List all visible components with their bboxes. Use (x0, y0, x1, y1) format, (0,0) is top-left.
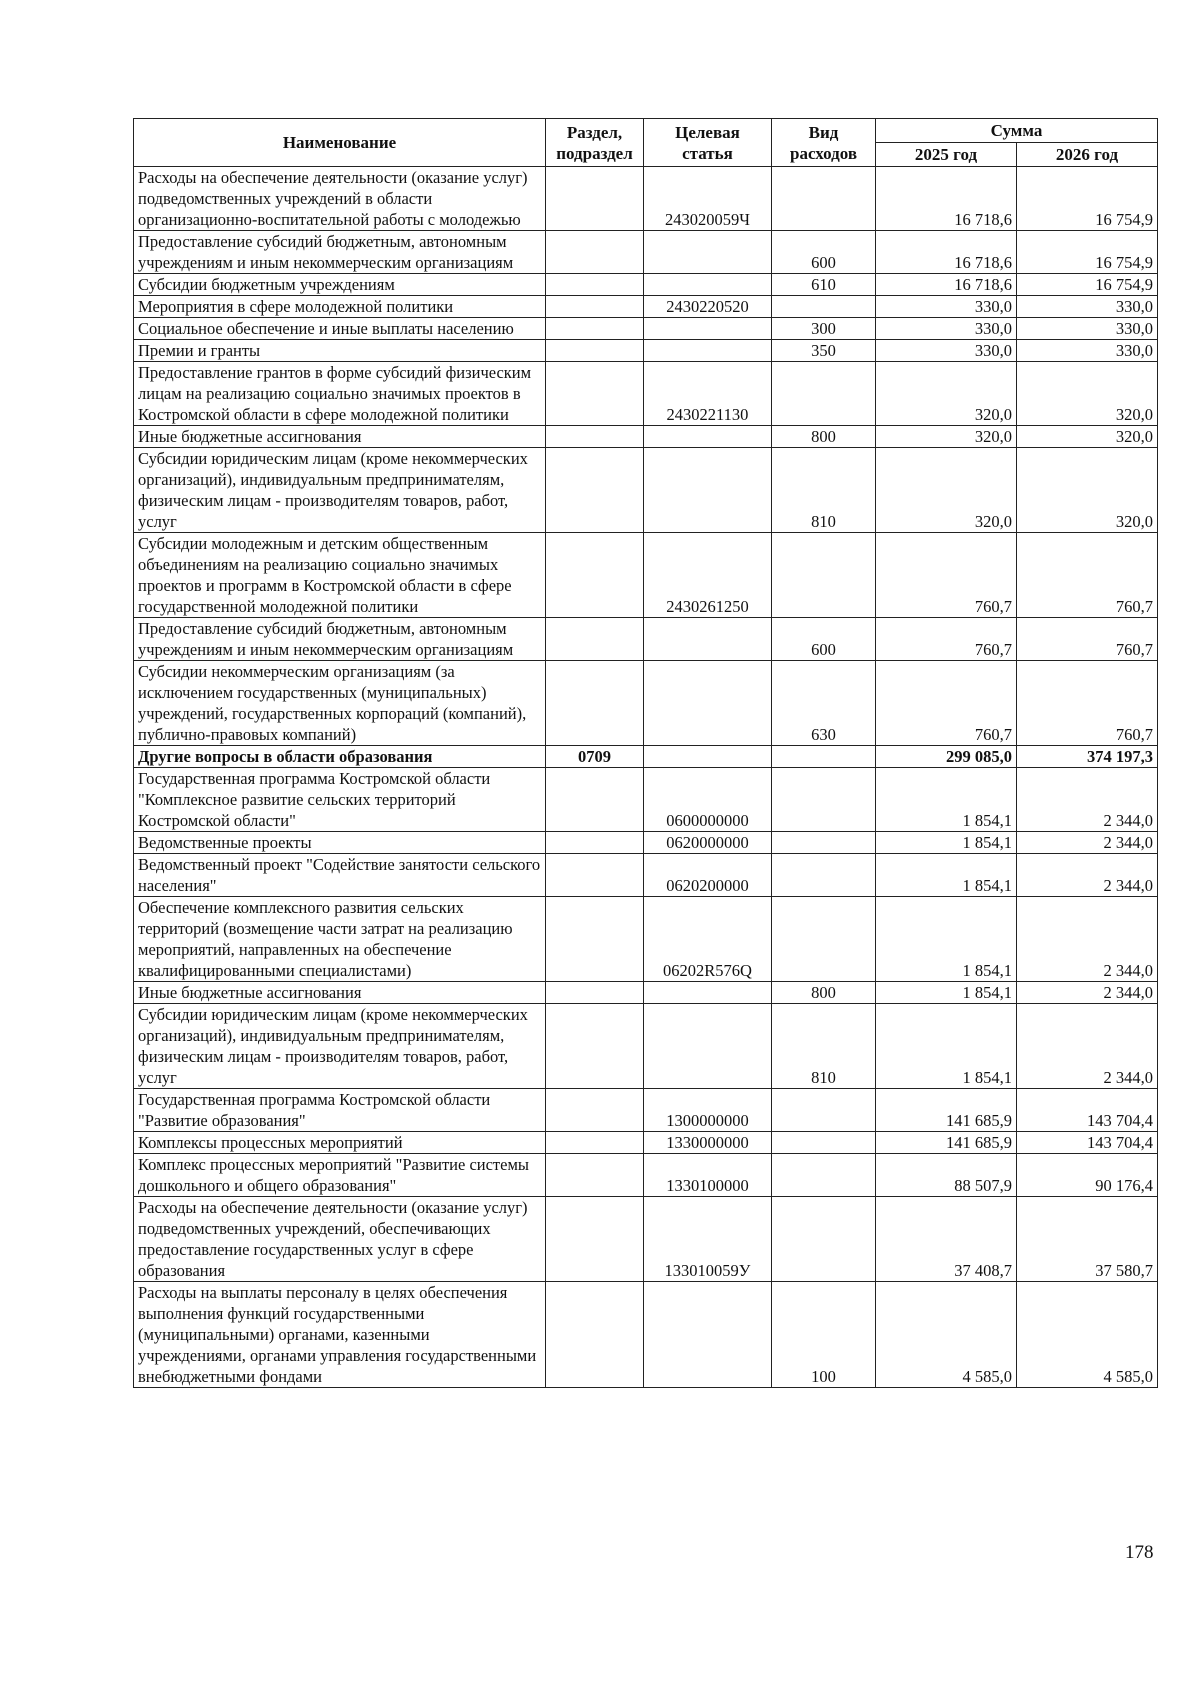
cell-2026: 320,0 (1017, 448, 1158, 533)
cell-name: Социальное обеспечение и иные выплаты населению (134, 318, 546, 340)
cell-target (644, 274, 772, 296)
cell-target: 1300000000 (644, 1089, 772, 1132)
table-row (134, 167, 1158, 231)
cell-2025: 141 685,9 (876, 1132, 1017, 1154)
cell-name: Ведомственный проект "Содействие занятости сельского населения" (134, 854, 546, 897)
cell-target (644, 340, 772, 362)
table-row (134, 1004, 1158, 1089)
cell-name: Предоставление субсидий бюджетным, автономным учреждениям и иным некоммерческим организациям (134, 618, 546, 661)
cell-target (644, 1282, 772, 1388)
cell-2025: 16 718,6 (876, 167, 1017, 231)
cell-2025: 299 085,0 (876, 746, 1017, 768)
cell-2026: 760,7 (1017, 661, 1158, 746)
cell-kind (772, 1197, 876, 1282)
cell-name: Другие вопросы в области образования (134, 746, 546, 768)
cell-kind (772, 854, 876, 897)
cell-target: 06202R576Q (644, 897, 772, 982)
cell-section (546, 618, 644, 661)
cell-name: Субсидии некоммерческим организациям (за исключением государственных (муниципальных) учреждений, государственных корпораций (компаний), публично-правовых компаний) (134, 661, 546, 746)
cell-kind: 600 (772, 231, 876, 274)
cell-2025: 16 718,6 (876, 274, 1017, 296)
cell-2025: 320,0 (876, 448, 1017, 533)
cell-2026: 320,0 (1017, 426, 1158, 448)
cell-kind: 800 (772, 982, 876, 1004)
table-row (134, 274, 1158, 296)
cell-name: Предоставление грантов в форме субсидий физическим лицам на реализацию социально значимых проектов в Костромской области в сфере молодежной политики (134, 362, 546, 426)
cell-kind: 810 (772, 1004, 876, 1089)
cell-kind (772, 533, 876, 618)
page-number: 178 (1125, 1542, 1154, 1563)
cell-2025: 37 408,7 (876, 1197, 1017, 1282)
cell-2026: 143 704,4 (1017, 1089, 1158, 1132)
header-year-2026: 2026 год (1017, 143, 1158, 167)
cell-2026: 4 585,0 (1017, 1282, 1158, 1388)
table-row (134, 340, 1158, 362)
cell-kind (772, 832, 876, 854)
table-row (134, 854, 1158, 897)
cell-target (644, 231, 772, 274)
cell-name: Расходы на выплаты персоналу в целях обеспечения выполнения функций государственными (муниципальными) органами, казенными учреждениями, органами управления государственными внебюджетными фондами (134, 1282, 546, 1388)
cell-target: 2430220520 (644, 296, 772, 318)
table-row (134, 448, 1158, 533)
cell-section (546, 1154, 644, 1197)
cell-section (546, 340, 644, 362)
table-row (134, 1132, 1158, 1154)
cell-kind (772, 768, 876, 832)
cell-section (546, 832, 644, 854)
cell-2025: 1 854,1 (876, 854, 1017, 897)
cell-2026: 143 704,4 (1017, 1132, 1158, 1154)
budget-table (133, 118, 1158, 1388)
cell-2025: 1 854,1 (876, 897, 1017, 982)
cell-target (644, 448, 772, 533)
cell-kind: 810 (772, 448, 876, 533)
cell-kind (772, 1154, 876, 1197)
table-row (134, 318, 1158, 340)
cell-target: 0600000000 (644, 768, 772, 832)
table-row (134, 832, 1158, 854)
budget-table-wrap (133, 118, 1157, 1388)
cell-2026: 760,7 (1017, 618, 1158, 661)
cell-section (546, 1004, 644, 1089)
cell-target: 1330000000 (644, 1132, 772, 1154)
cell-section (546, 1089, 644, 1132)
cell-section (546, 854, 644, 897)
cell-name: Государственная программа Костромской области "Развитие образования" (134, 1089, 546, 1132)
header-sum: Сумма (876, 119, 1158, 143)
header-year-2025: 2025 год (876, 143, 1017, 167)
cell-section (546, 1282, 644, 1388)
table-row (134, 296, 1158, 318)
cell-2025: 760,7 (876, 533, 1017, 618)
cell-target (644, 661, 772, 746)
cell-2025: 330,0 (876, 318, 1017, 340)
cell-2026: 2 344,0 (1017, 897, 1158, 982)
cell-target: 1330100000 (644, 1154, 772, 1197)
cell-target (644, 426, 772, 448)
cell-2026: 374 197,3 (1017, 746, 1158, 768)
table-row (134, 1154, 1158, 1197)
cell-section (546, 274, 644, 296)
cell-2025: 330,0 (876, 340, 1017, 362)
cell-section (546, 661, 644, 746)
cell-2026: 330,0 (1017, 340, 1158, 362)
cell-section (546, 1132, 644, 1154)
cell-name: Субсидии юридическим лицам (кроме некоммерческих организаций), индивидуальным предпринимателям, физическим лицам - производителям товаров, работ, услуг (134, 448, 546, 533)
cell-2025: 141 685,9 (876, 1089, 1017, 1132)
header-target: Целевая статья (644, 119, 772, 167)
cell-target: 0620000000 (644, 832, 772, 854)
cell-target (644, 618, 772, 661)
cell-kind (772, 167, 876, 231)
cell-name: Субсидии юридическим лицам (кроме некоммерческих организаций), индивидуальным предпринимателям, физическим лицам - производителям товаров, работ, услуг (134, 1004, 546, 1089)
cell-kind: 630 (772, 661, 876, 746)
cell-2025: 1 854,1 (876, 982, 1017, 1004)
cell-name: Субсидии молодежным и детским общественным объединениям на реализацию социально значимых проектов и программ в Костромской области в сфере государственной молодежной политики (134, 533, 546, 618)
cell-target: 243020059Ч (644, 167, 772, 231)
cell-2025: 330,0 (876, 296, 1017, 318)
cell-section (546, 1197, 644, 1282)
header-row (134, 119, 1158, 143)
header-name: Наименование (134, 119, 546, 167)
cell-section (546, 897, 644, 982)
cell-2026: 760,7 (1017, 533, 1158, 618)
cell-target (644, 318, 772, 340)
table-body (134, 167, 1158, 1388)
table-row (134, 231, 1158, 274)
cell-name: Государственная программа Костромской области "Комплексное развитие сельских территорий Костромской области" (134, 768, 546, 832)
cell-2026: 2 344,0 (1017, 768, 1158, 832)
cell-2026: 2 344,0 (1017, 1004, 1158, 1089)
cell-2025: 4 585,0 (876, 1282, 1017, 1388)
table-row (134, 362, 1158, 426)
table-row (134, 426, 1158, 448)
cell-target: 2430261250 (644, 533, 772, 618)
table-row (134, 897, 1158, 982)
table-row (134, 661, 1158, 746)
cell-kind (772, 1132, 876, 1154)
cell-kind: 610 (772, 274, 876, 296)
cell-target: 133010059У (644, 1197, 772, 1282)
cell-kind (772, 296, 876, 318)
table-row (134, 768, 1158, 832)
cell-name: Субсидии бюджетным учреждениям (134, 274, 546, 296)
cell-2026: 90 176,4 (1017, 1154, 1158, 1197)
table-row (134, 533, 1158, 618)
cell-section (546, 768, 644, 832)
cell-2026: 16 754,9 (1017, 231, 1158, 274)
cell-2025: 320,0 (876, 426, 1017, 448)
cell-kind: 800 (772, 426, 876, 448)
cell-kind (772, 897, 876, 982)
cell-2026: 37 580,7 (1017, 1197, 1158, 1282)
header-kind: Вид расходов (772, 119, 876, 167)
cell-name: Комплексы процессных мероприятий (134, 1132, 546, 1154)
cell-section (546, 982, 644, 1004)
cell-target: 0620200000 (644, 854, 772, 897)
cell-kind: 300 (772, 318, 876, 340)
table-row (134, 1089, 1158, 1132)
cell-name: Премии и гранты (134, 340, 546, 362)
cell-kind: 350 (772, 340, 876, 362)
cell-2026: 2 344,0 (1017, 854, 1158, 897)
table-row (134, 746, 1158, 768)
cell-name: Ведомственные проекты (134, 832, 546, 854)
cell-target (644, 746, 772, 768)
cell-2025: 1 854,1 (876, 832, 1017, 854)
cell-section (546, 167, 644, 231)
table-row (134, 618, 1158, 661)
cell-2025: 88 507,9 (876, 1154, 1017, 1197)
cell-2026: 330,0 (1017, 318, 1158, 340)
cell-section (546, 448, 644, 533)
cell-2025: 760,7 (876, 661, 1017, 746)
cell-name: Расходы на обеспечение деятельности (оказание услуг) подведомственных учреждений, обеспечивающих предоставление государственных услуг в сфере образования (134, 1197, 546, 1282)
cell-name: Комплекс процессных мероприятий "Развитие системы дошкольного и общего образования" (134, 1154, 546, 1197)
cell-section (546, 318, 644, 340)
cell-target (644, 982, 772, 1004)
cell-section (546, 426, 644, 448)
cell-name: Расходы на обеспечение деятельности (оказание услуг) подведомственных учреждений в области организационно-воспитательной работы с молодежью (134, 167, 546, 231)
cell-section (546, 533, 644, 618)
cell-2025: 760,7 (876, 618, 1017, 661)
cell-section: 0709 (546, 746, 644, 768)
cell-name: Предоставление субсидий бюджетным, автономным учреждениям и иным некоммерческим организациям (134, 231, 546, 274)
cell-kind (772, 1089, 876, 1132)
table-row (134, 982, 1158, 1004)
cell-kind (772, 746, 876, 768)
cell-2026: 2 344,0 (1017, 982, 1158, 1004)
cell-section (546, 296, 644, 318)
cell-name: Иные бюджетные ассигнования (134, 982, 546, 1004)
cell-section (546, 231, 644, 274)
table-row (134, 1282, 1158, 1388)
cell-name: Обеспечение комплексного развития сельских территорий (возмещение части затрат на реализацию мероприятий, направленных на обеспечение квалифицированными специалистами) (134, 897, 546, 982)
cell-2026: 320,0 (1017, 362, 1158, 426)
cell-kind: 600 (772, 618, 876, 661)
cell-target: 2430221130 (644, 362, 772, 426)
cell-kind: 100 (772, 1282, 876, 1388)
table-row (134, 1197, 1158, 1282)
cell-name: Мероприятия в сфере молодежной политики (134, 296, 546, 318)
header-section: Раздел, подраздел (546, 119, 644, 167)
cell-2025: 1 854,1 (876, 768, 1017, 832)
cell-target (644, 1004, 772, 1089)
cell-2026: 2 344,0 (1017, 832, 1158, 854)
cell-2026: 330,0 (1017, 296, 1158, 318)
cell-2025: 1 854,1 (876, 1004, 1017, 1089)
cell-2025: 16 718,6 (876, 231, 1017, 274)
cell-2025: 320,0 (876, 362, 1017, 426)
cell-2026: 16 754,9 (1017, 167, 1158, 231)
cell-kind (772, 362, 876, 426)
cell-name: Иные бюджетные ассигнования (134, 426, 546, 448)
cell-section (546, 362, 644, 426)
cell-2026: 16 754,9 (1017, 274, 1158, 296)
